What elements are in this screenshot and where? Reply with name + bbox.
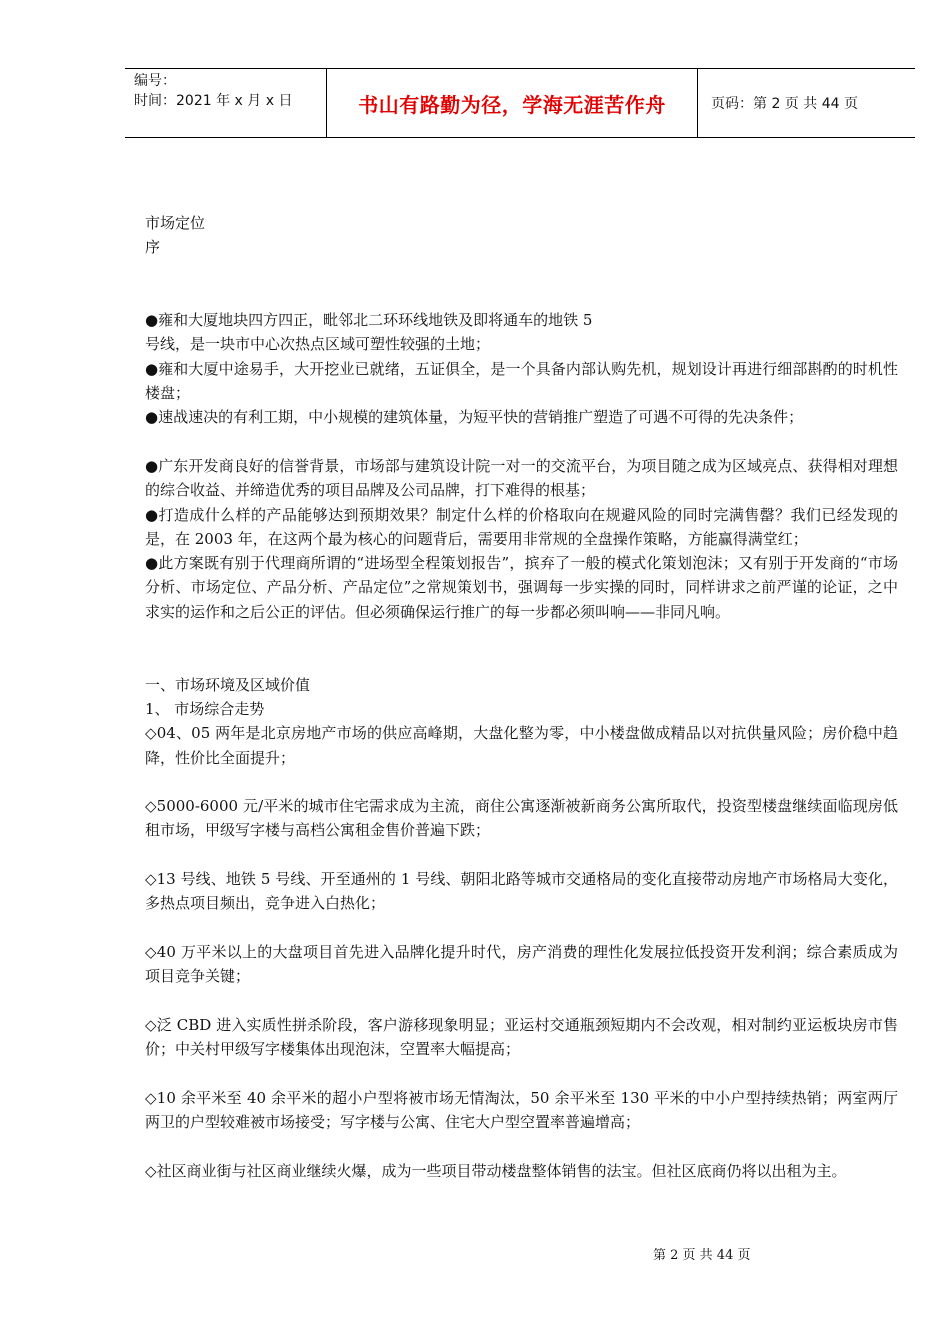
paragraph-3: ●速战速决的有利工期，中小规模的建筑体量，为短平快的营销推广塑造了可遇不可得的先决条件； [145,408,804,427]
page-header [125,68,915,138]
bullet-7: ◇社区商业街与社区商业继续火爆，成为一些项目带动楼盘整体销售的法宝。但社区底商仍将以出租为主。 [145,1161,847,1180]
bullet-5: ◇泛 CBD 进入实质性拼杀阶段，客户游移现象明显；亚运村交通瓶颈短期内不会改观，相对制约亚运板块房市售价；中关村甲级写字楼集体出现泡沫，空置率大幅提高； [145,1015,898,1059]
subsection-heading: 1、 市场综合走势 [145,699,265,718]
preface-heading: 序 [145,238,161,257]
section-heading: 一、市场环境及区域价值 [145,675,311,694]
bullet-4: ◇40 万平米以上的大盘项目首先进入品牌化提升时代，房产消费的理性化发展拉低投资开发利润；综合素质成为项目竞争关键； [145,942,898,986]
document-number: 编号： [134,73,176,89]
paragraph-4: ●广东开发商良好的信誉背景，市场部与建筑设计院一对一的交流平台，为项目随之成为区域亮点、获得相对理想的综合收益、并缔造优秀的项目品牌及公司品牌，打下难得的根基； [145,456,898,500]
document-body [145,211,898,1183]
paragraph-5: ●打造成什么样的产品能够达到预期效果？制定什么样的价格取向在规避风险的同时完满售罄？我们已经发现的是，在 2003 年，在这两个最为核心的问题背后，需要用非常规的全盘操作策略，方能赢得满堂红； [145,505,898,548]
bullet-1: ◇04、05 两年是北京房地产市场的供应高峰期，大盘化整为零，中小楼盘做成精品以对抗供量风险；房价稳中趋降，性价比全面提升； [145,724,898,767]
paragraph-1-line-1: ●雍和大厦地块四方四正，毗邻北二环环线地铁及即将通车的地铁 5 [145,311,593,330]
paragraph-2: ●雍和大厦中途易手，大开挖业已就绪，五证俱全，是一个具备内部认购先机，规划设计再进行细部斟酌的时机性楼盘； [145,359,898,403]
header-meta [125,69,327,137]
header-motto-cell [327,69,698,137]
bullet-3: ◇13 号线、地铁 5 号线、开至通州的 1 号线、朝阳北路等城市交通格局的变化直接带动房地产市场格局大变化，多热点项目频出，竞争进入白热化； [145,870,898,913]
paragraph-6: ●此方案既有别于代理商所谓的“进场型全程策划报告”，摈弃了一般的模式化策划泡沫；又有别于开发商的“市场分析、市场定位、产品分析、产品定位”之常规策划书，强调每一步实操的同时，同样讲求之前严谨的论证，之中求实的运作和之后公正的评估。但必须确保运行推广的每一步都必须叫响——非同凡响。 [145,554,898,621]
page-footer: 第 2 页 共 44 页 [653,1248,751,1263]
header-motto: 书山有路勤为径，学海无涯苦作舟 [358,92,666,117]
document-date: 时间：2021 年 x 月 x 日 [134,93,293,109]
bullet-2: ◇5000-6000 元/平米的城市住宅需求成为主流，商住公寓逐渐被新商务公寓所取代，投资型楼盘继续面临现房低租市场，甲级写字楼与高档公寓租金售价普遍下跌； [145,797,898,840]
paragraph-1-line-2: 号线，是一块市中心次热点区域可塑性较强的土地； [145,335,491,354]
bullet-6: ◇10 余平米至 40 余平米的超小户型将被市场无情淘汰，50 余平米至 130 平米的中小户型持续热销；两室两厅两卫的户型较难被市场接受；写字楼与公寓、住宅大户型空置率普遍增高； [145,1088,898,1131]
document-title: 市场定位 [145,214,206,232]
header-page-info: 页码：第 2 页 共 44 页 [711,96,858,112]
